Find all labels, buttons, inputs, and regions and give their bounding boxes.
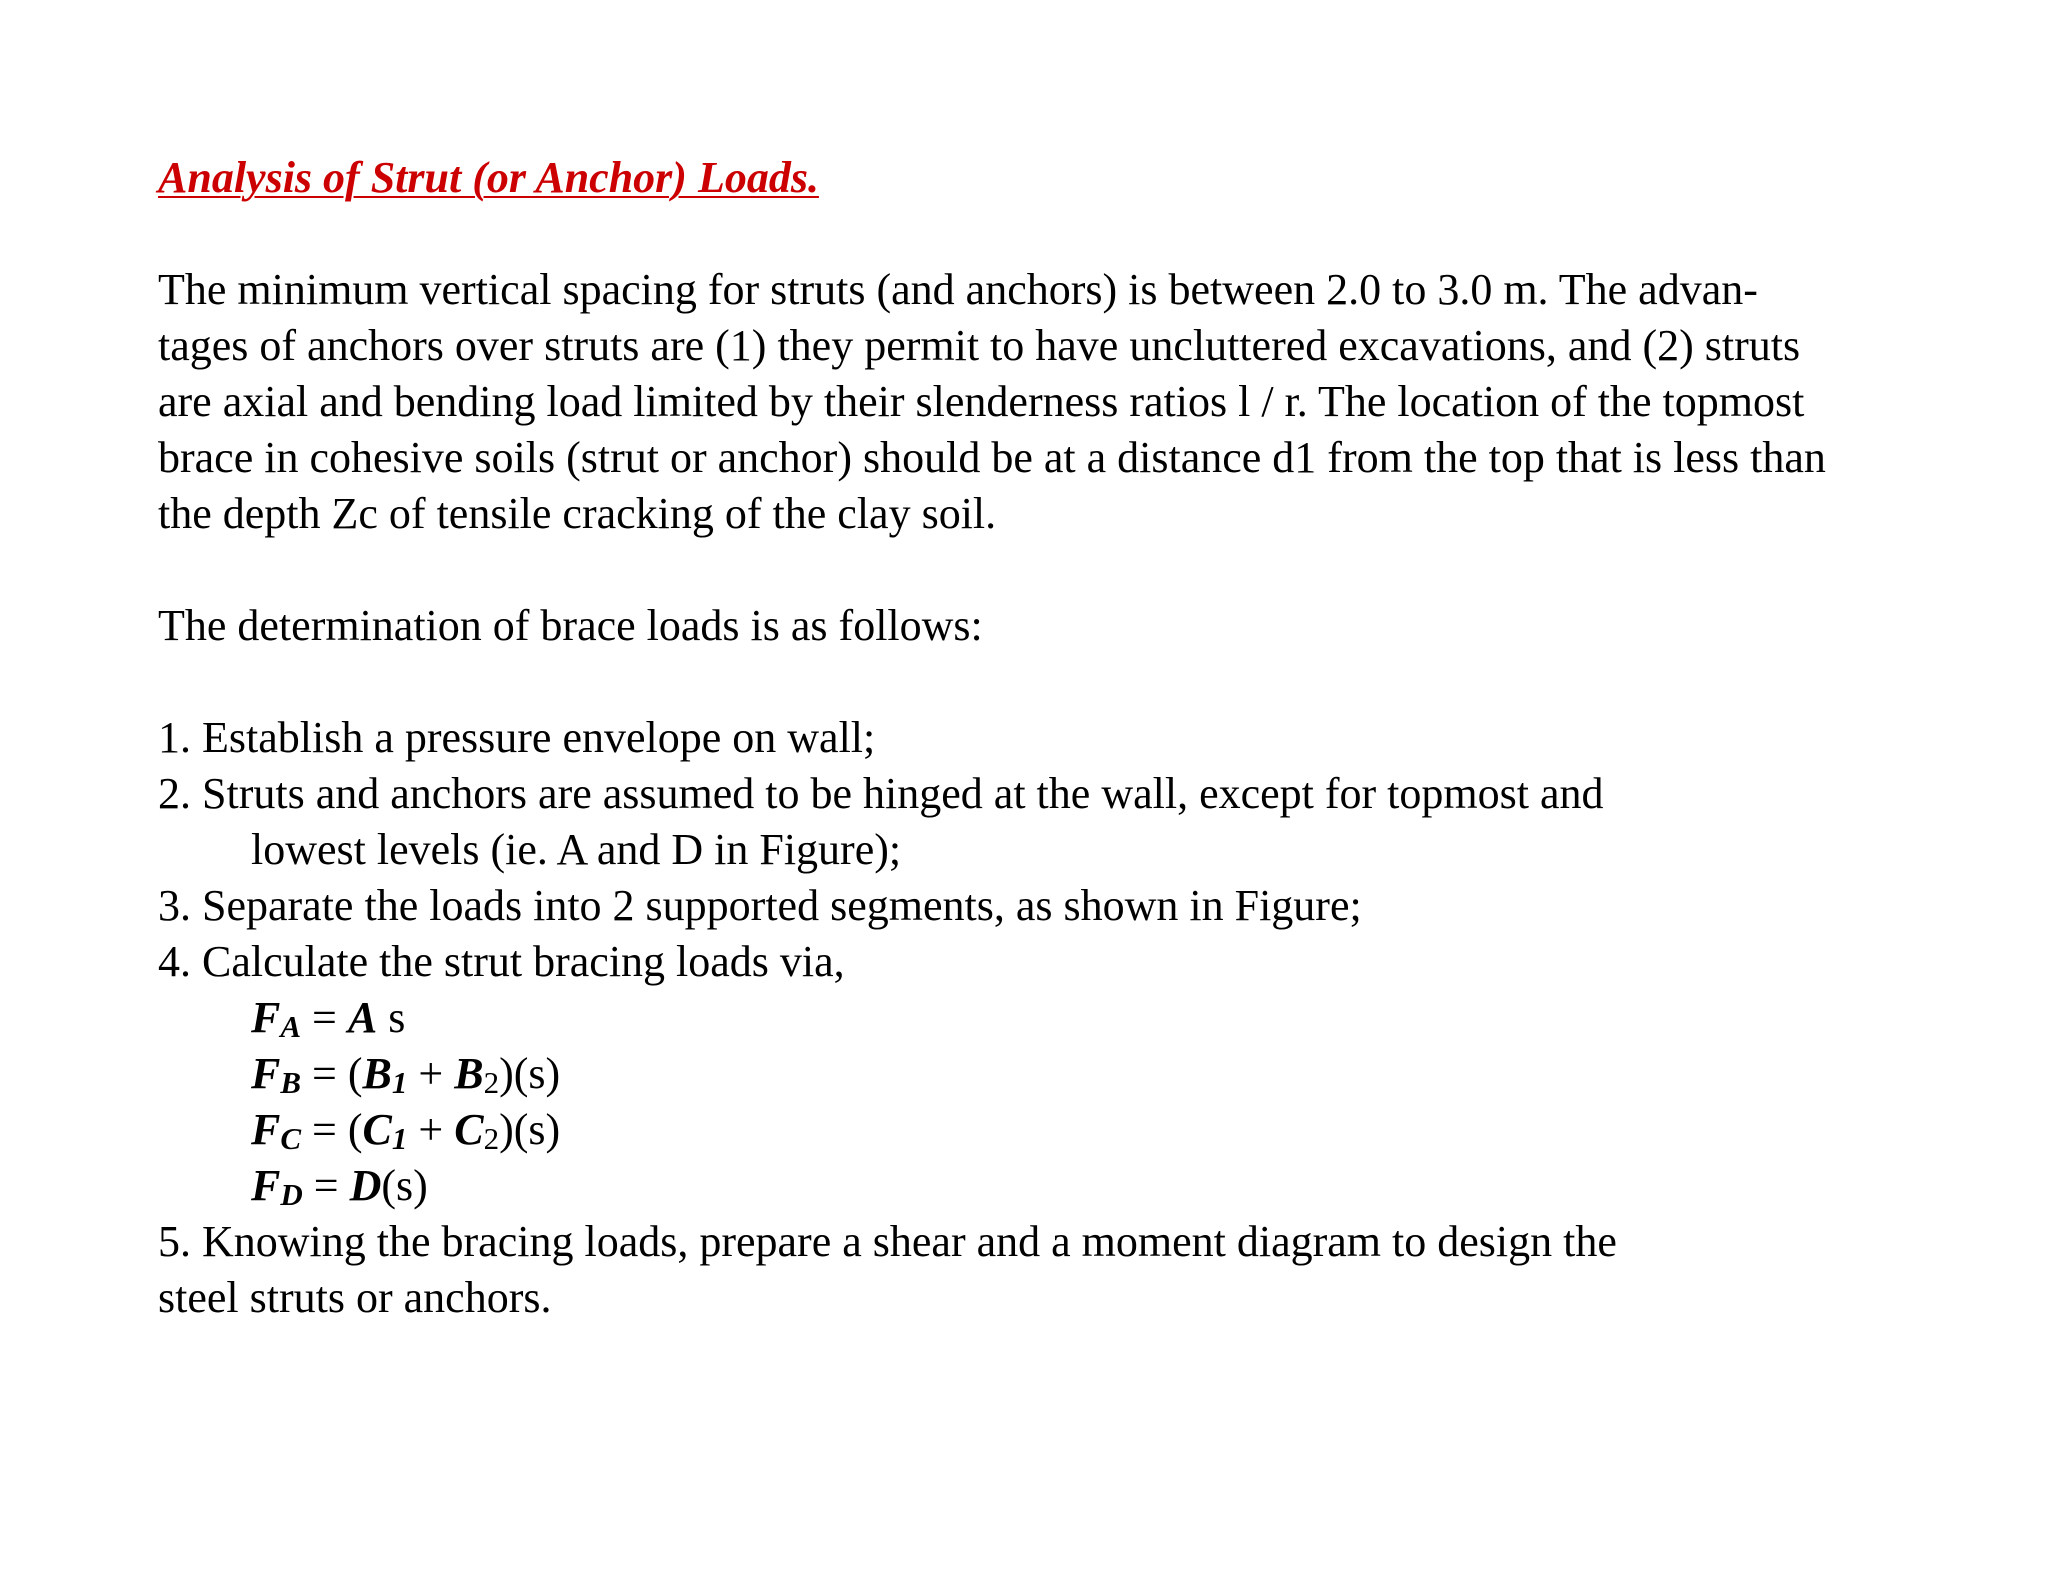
eq-fc-C2: C xyxy=(454,1105,484,1154)
eq-fc-eqsign: = ( xyxy=(301,1105,363,1154)
eq-fc-C1: C xyxy=(362,1105,392,1154)
intro-line-2: tages of anchors over struts are (1) they permit to have uncluttered excavations, and (2) struts xyxy=(158,321,1801,370)
eq-fa-F: F xyxy=(251,993,281,1042)
intro-line-3: are axial and bending load limited by their slenderness ratios l / r. The location of the topmost xyxy=(158,377,1805,426)
step-2-line-2: lowest levels (ie. A and D in Figure); xyxy=(251,825,902,874)
eq-fc-F: F xyxy=(251,1105,281,1154)
step-2-line-1: 2. Struts and anchors are assumed to be hinged at the wall, except for topmost and xyxy=(158,769,1604,818)
eq-fb-B2: B xyxy=(454,1049,484,1098)
determination-heading: The determination of brace loads is as follows: xyxy=(158,601,983,650)
intro-line-1: The minimum vertical spacing for struts (and anchors) is between 2.0 to 3.0 m. The advan- xyxy=(158,265,1758,314)
eq-fd-F: F xyxy=(251,1161,281,1210)
intro-line-5: the depth Zc of tensile cracking of the clay soil. xyxy=(158,489,997,538)
eq-fb-B1: B xyxy=(362,1049,392,1098)
eq-fa-sub: A xyxy=(280,1009,302,1044)
step-5-line-1: 5. Knowing the bracing loads, prepare a shear and a moment diagram to design the xyxy=(158,1217,1617,1266)
step-3: 3. Separate the loads into 2 supported segments, as shown in Figure; xyxy=(158,881,1362,930)
eq-fc-rest: )(s) xyxy=(499,1105,561,1154)
equation-fa xyxy=(251,992,405,1044)
eq-fd-D: D xyxy=(349,1161,382,1210)
eq-fb-F: F xyxy=(251,1049,281,1098)
eq-fb-plus: + xyxy=(407,1049,455,1098)
eq-fb-eqsign: = ( xyxy=(301,1049,363,1098)
eq-fd-eqsign: = xyxy=(302,1161,350,1210)
intro-line-4: brace in cohesive soils (strut or anchor) should be at a distance d1 from the top that is less than xyxy=(158,433,1826,482)
eq-fa-eqsign: = xyxy=(301,993,348,1042)
step-1: 1. Establish a pressure envelope on wall; xyxy=(158,713,876,762)
equation-fc xyxy=(251,1104,560,1156)
eq-fb-sub: B xyxy=(280,1065,302,1100)
eq-fc-plus: + xyxy=(407,1105,455,1154)
eq-fc-C2-sub: 2 xyxy=(483,1121,500,1156)
equation-fb xyxy=(251,1048,560,1100)
eq-fd-rest: (s) xyxy=(381,1161,428,1210)
eq-fb-rest: )(s) xyxy=(499,1049,561,1098)
eq-fd-sub: D xyxy=(280,1177,303,1212)
eq-fa-A: A xyxy=(347,993,378,1042)
eq-fc-C1-sub: 1 xyxy=(391,1121,408,1156)
eq-fb-B1-sub: 1 xyxy=(391,1065,408,1100)
step-5-line-2: steel struts or anchors. xyxy=(158,1273,552,1322)
page-title: Analysis of Strut (or Anchor) Loads. xyxy=(158,153,819,202)
equation-fd xyxy=(251,1160,428,1212)
step-4: 4. Calculate the strut bracing loads via, xyxy=(158,937,845,986)
eq-fc-sub: C xyxy=(280,1121,302,1156)
eq-fb-B2-sub: 2 xyxy=(483,1065,500,1100)
eq-fa-rest: s xyxy=(377,993,406,1042)
